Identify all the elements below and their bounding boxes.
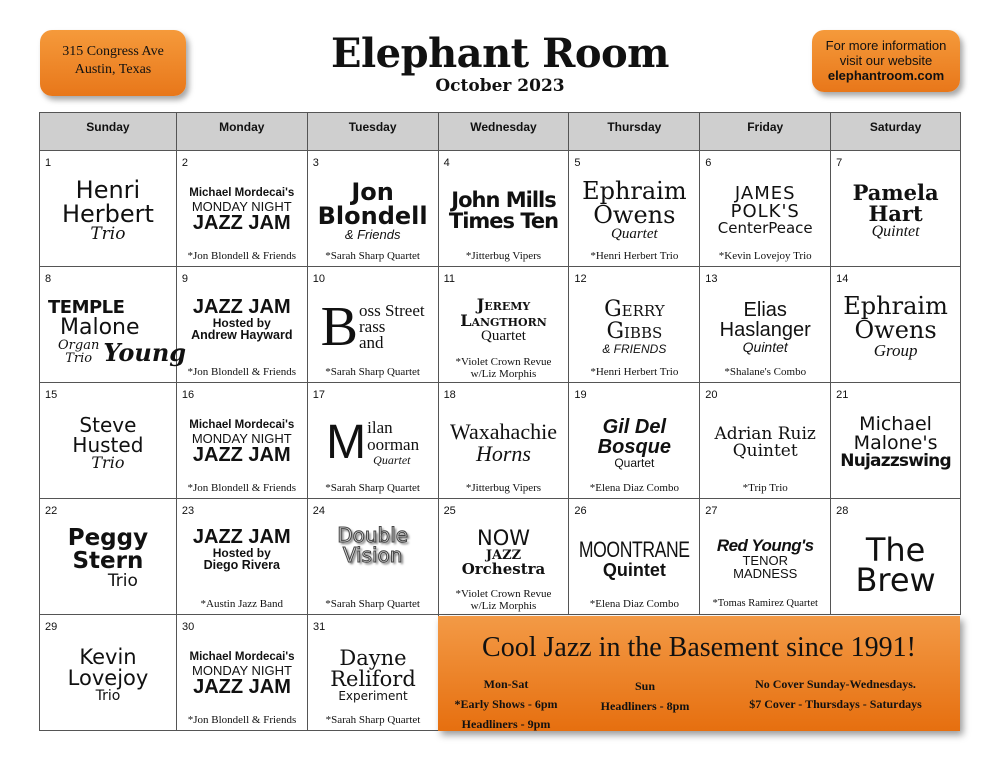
weekday-monday: Monday [177,113,308,151]
opening-act: *Violet Crown Revue [455,588,552,600]
day-cell[interactable] [308,151,439,267]
act-name: Michael Mordecai's MONDAY NIGHT JAZZ JAM [189,419,295,466]
day-cell[interactable] [308,615,439,731]
day-number: 21 [836,389,849,401]
day-cell[interactable] [439,151,570,267]
act-name: JAZZ JAM Hosted by Andrew Hayward [191,296,293,342]
opening-act: *Henri Herbert Trio [590,250,679,262]
opening-act: *Violet Crown Revue [455,356,552,368]
act-name: John Mills Times Ten [448,187,559,233]
day-cell[interactable] [308,383,439,499]
day-cell[interactable] [177,383,308,499]
day-number: 22 [45,505,58,517]
day-cell[interactable] [831,151,961,267]
day-cell[interactable] [308,267,439,383]
day-cell[interactable] [831,267,961,383]
day-number: 4 [443,157,450,169]
day-number: 20 [705,389,718,401]
day-number: 7 [836,157,843,169]
opening-act: *Austin Jazz Band [200,598,284,610]
act-name: JAMES POLK'S CenterPeace [717,183,813,237]
page-title: Elephant Room [330,30,669,77]
day-number: 18 [443,389,456,401]
opening-act: *Tomas Ramirez Quartet [712,598,818,609]
day-cell[interactable] [569,499,700,615]
address-line1: 315 Congress Ave [62,44,164,59]
banner-title: Cool Jazz in the Basement since 1991! [482,632,916,663]
day-cell[interactable] [177,615,308,731]
opening-act: *Sarah Sharp Quartet [325,366,420,378]
day-cell[interactable] [700,383,831,499]
day-cell[interactable] [177,151,308,267]
website-link[interactable]: elephantroom.com [827,68,945,83]
day-number: 6 [705,157,712,169]
banner-sunday-hours: Sun Headliners - 8pm [600,679,690,713]
opening-act: *Jitterbug Vipers [465,482,542,494]
opening-act: *Shalane's Combo [724,366,807,378]
opening-act: *Sarah Sharp Quartet [325,714,421,726]
day-cell[interactable] [40,383,177,499]
day-number: 11 [443,273,455,285]
act-name: Dayne Reliford Experiment [330,645,416,703]
banner-cover-charges: No Cover Sunday-Wednesdays. $7 Cover - Thursdays - Saturdays [749,677,922,711]
day-number: 3 [312,157,319,169]
act-name: Peggy Stern Trio [67,525,149,591]
act-name: Kevin Lovejoy Trio [67,644,149,704]
act-name: M ilan oorman Quartet [326,415,420,469]
day-number: 19 [574,389,587,401]
day-cell[interactable] [700,267,831,383]
day-cell[interactable] [40,499,177,615]
day-number: 24 [312,505,325,517]
act-name: MOONTRANE Quintet [578,536,690,580]
act-name: TEMPLE Malone Organ Trio Young [48,296,187,367]
day-cell[interactable] [308,499,439,615]
week-row [40,267,961,383]
info-line1: For more information [825,38,947,53]
day-number: 12 [574,273,587,285]
address-badge [40,30,186,96]
day-number: 30 [182,621,195,633]
act-name: Ephraim Owens Quartet [582,177,687,242]
day-number: 28 [836,505,849,517]
weekday-sunday: Sunday [40,113,177,151]
act-name: B oss Street rass and [320,295,425,358]
act-name: Adrian Ruiz Quintet [714,423,816,461]
day-cell[interactable] [40,267,187,383]
act-name: JAZZ JAM Hosted by Diego Rivera [192,526,291,572]
opening-act: *Henri Herbert Trio [590,366,679,378]
day-cell[interactable] [831,383,961,499]
act-name: Jeremy Langthorn Quartet [460,295,547,344]
info-line2: visit our website [839,53,933,68]
act-name: Gerry Gibbs & FRIENDS [602,296,667,356]
day-cell[interactable] [40,615,177,731]
act-name: Ephraim Owens Group [843,292,948,360]
weekday-thursday: Thursday [569,113,700,151]
day-cell[interactable] [569,151,700,267]
week-row [40,151,961,267]
week-row [40,499,961,615]
weekday-wednesday: Wednesday [439,113,570,151]
day-number: 13 [705,273,718,285]
weekday-header-row [40,113,961,151]
opening-act: *Sarah Sharp Quartet [325,482,420,494]
week-row [40,383,961,499]
opening-act: *Sarah Sharp Quartet [325,250,420,262]
opening-act: *Jon Blondell & Friends [187,250,297,262]
act-name: Double Vision [337,523,409,567]
weekday-saturday: Saturday [831,113,961,151]
day-number: 1 [45,157,52,169]
opening-act-guest: w/Liz Morphis [470,368,537,380]
day-number: 14 [836,273,849,285]
address-line2: Austin, Texas [74,62,152,77]
act-name: Michael Malone's Nujazzswing [840,413,951,471]
opening-act-guest: w/Liz Morphis [470,600,537,612]
day-cell[interactable] [569,383,700,499]
weekday-tuesday: Tuesday [308,113,439,151]
act-name: Michael Mordecai's MONDAY NIGHT JAZZ JAM [189,187,295,234]
info-banner [438,616,960,731]
weekday-friday: Friday [700,113,831,151]
day-number: 9 [181,273,188,285]
opening-act: *Elena Diaz Combo [589,598,679,610]
day-cell[interactable] [700,151,831,267]
day-number: 26 [574,505,587,517]
act-name: The Brew [855,530,936,599]
opening-act: *Sarah Sharp Quartet [325,598,420,610]
day-number: 2 [181,157,188,169]
info-badge[interactable] [812,30,960,92]
day-cell[interactable] [569,267,700,383]
act-name: Waxahachie Horns [450,418,557,466]
act-name: NOW JAZZ Orchestra [461,526,546,578]
day-number: 15 [45,389,58,401]
day-number: 27 [705,505,718,517]
day-cell[interactable] [700,499,831,615]
day-cell[interactable] [439,267,570,383]
day-cell[interactable] [177,499,308,615]
opening-act: *Jitterbug Vipers [465,250,542,262]
day-number: 25 [443,505,456,517]
act-name: Elias Haslanger Quintet [719,298,811,355]
page-subtitle: October 2023 [435,76,565,96]
day-number: 8 [45,273,52,285]
day-number: 16 [181,389,195,401]
opening-act: *Trip Trio [742,482,788,494]
day-cell[interactable] [40,151,177,267]
day-number: 29 [45,621,58,633]
act-name: Pamela Hart Quintet [852,179,939,240]
act-name: Red Young's TENOR MADNESS [716,536,814,581]
act-name: Gil Del Bosque Quartet [597,415,672,470]
day-cell[interactable] [439,499,570,615]
day-number: 5 [574,157,581,169]
day-cell[interactable] [177,267,308,383]
day-number: 17 [312,389,325,401]
act-name: Jon Blondell & Friends [317,178,428,242]
opening-act: *Jon Blondell & Friends [187,366,297,378]
day-cell[interactable] [831,499,961,615]
act-name: Henri Herbert Trio [61,176,154,244]
day-number: 31 [313,621,326,633]
opening-act: *Kevin Lovejoy Trio [718,250,812,262]
day-cell[interactable] [439,383,570,499]
act-name: Michael Mordecai's MONDAY NIGHT JAZZ JAM [189,651,295,698]
banner-mon-sat-hours: Mon-Sat *Early Shows - 6pm Headliners - 9pm [454,677,558,731]
opening-act: *Jon Blondell & Friends [187,714,297,726]
opening-act: *Jon Blondell & Friends [187,482,297,494]
day-number: 10 [312,273,325,285]
act-name: Steve Husted Trio [72,412,144,472]
opening-act: *Elena Diaz Combo [589,482,679,494]
day-number: 23 [181,505,195,517]
